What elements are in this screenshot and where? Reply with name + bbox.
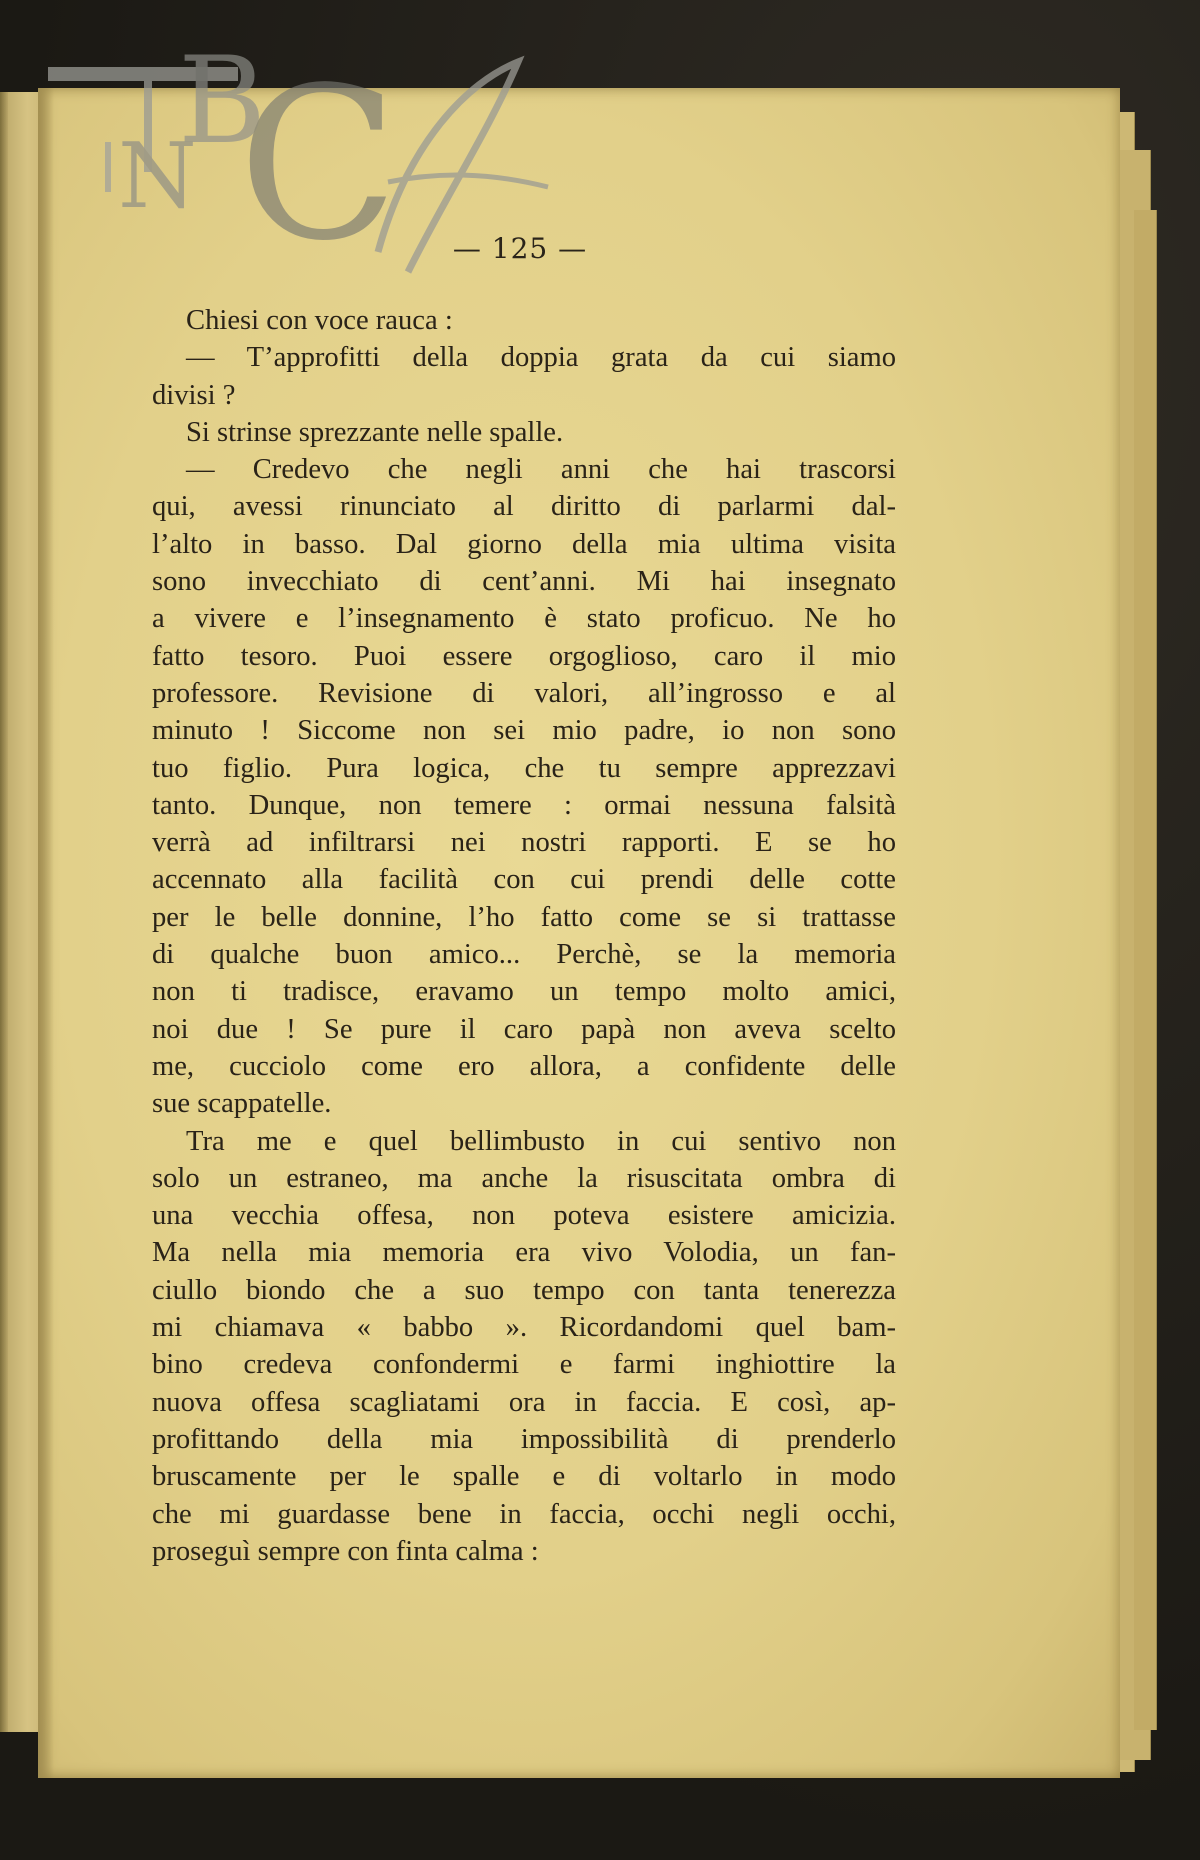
text-line: che mi guardasse bene in faccia, occhi negli occhi,: [152, 1498, 896, 1530]
text-line: Ma nella mia memoria era vivo Volodia, un fan-: [152, 1237, 896, 1269]
text-line: una vecchia offesa, non poteva esistere amicizia.: [152, 1200, 896, 1232]
text-line: solo un estraneo, ma anche la risuscitata ombra di: [152, 1162, 896, 1194]
svg-text:N: N: [118, 124, 197, 229]
text-line: bruscamente per le spalle e di voltarlo in modo: [152, 1461, 896, 1493]
text-line: ciullo biondo che a suo tempo con tanta tenerezza: [152, 1274, 896, 1306]
text-line: noi due ! Se pure il caro papà non aveva scelto: [152, 1013, 896, 1045]
text-line: accennato alla facilità con cui prendi delle cotte: [152, 864, 896, 896]
text-line: mi chiamava « babbo ». Ricordandomi quel bam-: [152, 1312, 896, 1344]
text-line: per le belle donnine, l’ho fatto come se si trattasse: [152, 901, 896, 933]
text-line: sono invecchiato di cent’anni. Mi hai insegnato: [152, 566, 896, 598]
text-line: minuto ! Siccome non sei mio padre, io non sono: [152, 715, 896, 747]
text-line: l’alto in basso. Dal giorno della mia ultima visita: [152, 528, 896, 560]
text-line: sue scappatelle.: [152, 1088, 332, 1120]
page-number: — 125 —: [452, 232, 588, 265]
text-line: tuo figlio. Pura logica, che tu sempre apprezzavi: [152, 752, 896, 784]
svg-text:C: C: [238, 42, 399, 287]
text-line: me, cucciolo come ero allora, a confidente delle: [152, 1050, 896, 1082]
text-line: qui, avessi rinunciato al diritto di parlarmi dal-: [152, 491, 896, 523]
text-line: — T’approfitti della doppia grata da cui siamo: [186, 342, 896, 374]
text-line: a vivere e l’insegnamento è stato proficuo. Ne ho: [152, 603, 896, 635]
left-page-edge: [0, 92, 8, 1732]
text-line: Tra me e quel bellimbusto in cui sentivo non: [186, 1125, 896, 1157]
text-line: — Credevo che negli anni che hai trascorsi: [186, 454, 896, 486]
text-line: verrà ad infiltrarsi nei nostri rapporti. E se ho: [152, 827, 896, 859]
text-line: nuova offesa scagliatami ora in faccia. E così, ap-: [152, 1386, 896, 1418]
text-line: profittando della mia impossibilità di prenderlo: [152, 1423, 896, 1455]
text-line: professore. Revisione di valori, all’ingrosso e al: [152, 677, 896, 709]
text-line: divisi ?: [152, 379, 236, 411]
text-line: di qualche buon amico... Perchè, se la memoria: [152, 939, 896, 971]
page-gutter-shadow: [38, 88, 54, 1778]
text-line: tanto. Dunque, non temere : ormai nessuna falsità: [152, 789, 896, 821]
text-line: proseguì sempre con finta calma :: [152, 1535, 539, 1567]
svg-text:B: B: [178, 32, 267, 171]
page-text: [152, 302, 896, 1570]
library-watermark-logo: [48, 22, 608, 322]
text-line: bino credeva confondermi e farmi inghiottire la: [152, 1349, 896, 1381]
page-stack-edge: [1134, 210, 1157, 1730]
text-line: non ti tradisce, eravamo un tempo molto amici,: [152, 976, 896, 1008]
text-line: fatto tesoro. Puoi essere orgoglioso, caro il mio: [152, 640, 896, 672]
text-line: Chiesi con voce rauca :: [186, 305, 453, 336]
text-line: Si strinse sprezzante nelle spalle.: [186, 416, 564, 448]
